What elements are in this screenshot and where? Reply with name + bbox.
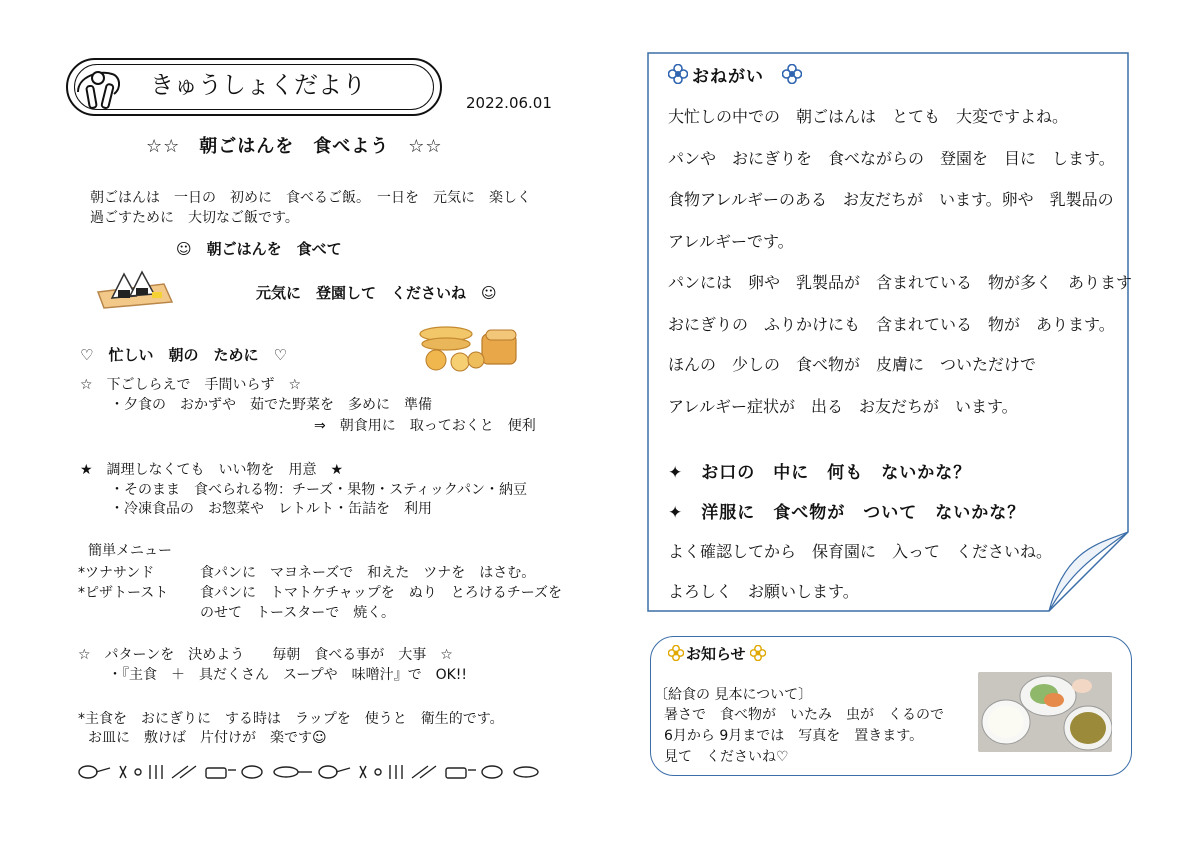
intro-line-1: 朝ごはんは 一日の 初めに 食べるご飯。 一日を 元気に 楽しく bbox=[90, 190, 531, 206]
prep-heading: ☆ 下ごしらえで 手間いらず ☆ bbox=[80, 377, 302, 393]
request-line: おにぎりの ふりかけにも 含まれている 物が あります。 bbox=[668, 315, 1115, 334]
request-heading: おねがい bbox=[692, 67, 764, 87]
pattern-item: ・『主食 ＋ 具だくさん スープや 味噌汁』で OK!! bbox=[108, 667, 468, 683]
notice-heading: お知らせ bbox=[686, 645, 746, 663]
flower-icon bbox=[782, 64, 802, 84]
notice-line-1: 暑さで 食べ物が いたみ 虫が くるので bbox=[664, 707, 944, 723]
nocook-item-1: ・そのまま 食べられる物：チーズ・果物・スティックパン・納豆 bbox=[110, 482, 528, 498]
request-line: アレルギーです。 bbox=[668, 232, 794, 251]
menu-heading: 簡単メニュー bbox=[88, 543, 172, 559]
menu-item-desc-continued: のせて トースターで 焼く。 bbox=[200, 605, 396, 621]
smile-line-1: ☺ 朝ごはんを 食べて bbox=[176, 240, 342, 258]
smile-line-2: 元気に 登園して くださいね ☺ bbox=[256, 284, 497, 302]
sample-meal-photo bbox=[978, 672, 1112, 752]
nocook-heading: ★ 調理しなくても いい物を 用意 ★ bbox=[80, 462, 344, 478]
menu-item-desc: 食パンに トマトケチャップを ぬり とろけるチーズを bbox=[200, 585, 563, 601]
closing-line-1: よく確認してから 保育園に 入って くださいね。 bbox=[668, 542, 1053, 561]
fork-spoon-icon bbox=[70, 62, 136, 112]
request-line: 食物アレルギーのある お友だちが います。卵や 乳製品の bbox=[668, 190, 1114, 209]
prep-result: ⇒ 朝食用に 取っておくと 便利 bbox=[314, 418, 536, 434]
pattern-heading: ☆ パターンを 決めよう 毎朝 食べる事が 大事 ☆ bbox=[78, 647, 453, 663]
check-mouth: ✦ お口の 中に 何も ないかな？ bbox=[668, 463, 972, 483]
request-line: ほんの 少しの 食べ物が 皮膚に ついただけで bbox=[668, 355, 1037, 374]
yellow-flower-icon bbox=[668, 645, 684, 661]
notice-subheading: 〔給食の 見本について〕 bbox=[654, 687, 813, 703]
intro-line-2: 過ごすために 大切なご飯です。 bbox=[90, 210, 299, 226]
yellow-flower-icon bbox=[750, 645, 766, 661]
issue-date: 2022.06.01 bbox=[466, 94, 552, 112]
bread-illustration bbox=[416, 320, 524, 372]
tip-line-2: お皿に 敷けば 片付けが 楽です☺ bbox=[88, 730, 327, 746]
newsletter-title: きゅうしょくだより bbox=[150, 71, 366, 99]
notice-line-2: 6月から 9月までは 写真を 置きます。 bbox=[664, 728, 924, 744]
kitchen-utensils-border bbox=[76, 762, 554, 782]
menu-item-name: *ツナサンド bbox=[78, 565, 155, 581]
notice-line-3: 見て くださいね♡ bbox=[664, 749, 789, 765]
nocook-item-2: ・冷凍食品の お惣菜や レトルト・缶詰を 利用 bbox=[110, 501, 432, 517]
menu-item-name: *ピザトースト bbox=[78, 585, 169, 601]
request-line: アレルギー症状が 出る お友だちが います。 bbox=[668, 397, 1018, 416]
tip-line-1: *主食を おにぎりに する時は ラップを 使うと 衛生的です。 bbox=[78, 711, 504, 727]
menu-item-desc: 食パンに マヨネーズで 和えた ツナを はさむ。 bbox=[200, 565, 536, 581]
check-clothes: ✦ 洋服に 食べ物が ついて ないかな？ bbox=[668, 503, 1026, 523]
busy-heading: ♡ 忙しい 朝の ために ♡ bbox=[80, 346, 287, 364]
headline: ☆☆ 朝ごはんを 食べよう ☆☆ bbox=[146, 136, 443, 157]
prep-item: ・夕食の おかずや 茹でた野菜を 多めに 準備 bbox=[110, 397, 432, 413]
closing-line-2: よろしく お願いします。 bbox=[668, 582, 859, 601]
flower-icon bbox=[668, 64, 688, 84]
request-line: パンや おにぎりを 食べながらの 登園を 目に します。 bbox=[668, 149, 1115, 168]
request-line: 大忙しの中での 朝ごはんは とても 大変ですよね。 bbox=[668, 107, 1069, 126]
request-line: パンには 卵や 乳製品が 含まれている 物が多く あります bbox=[668, 273, 1133, 292]
onigiri-illustration bbox=[94, 262, 174, 310]
